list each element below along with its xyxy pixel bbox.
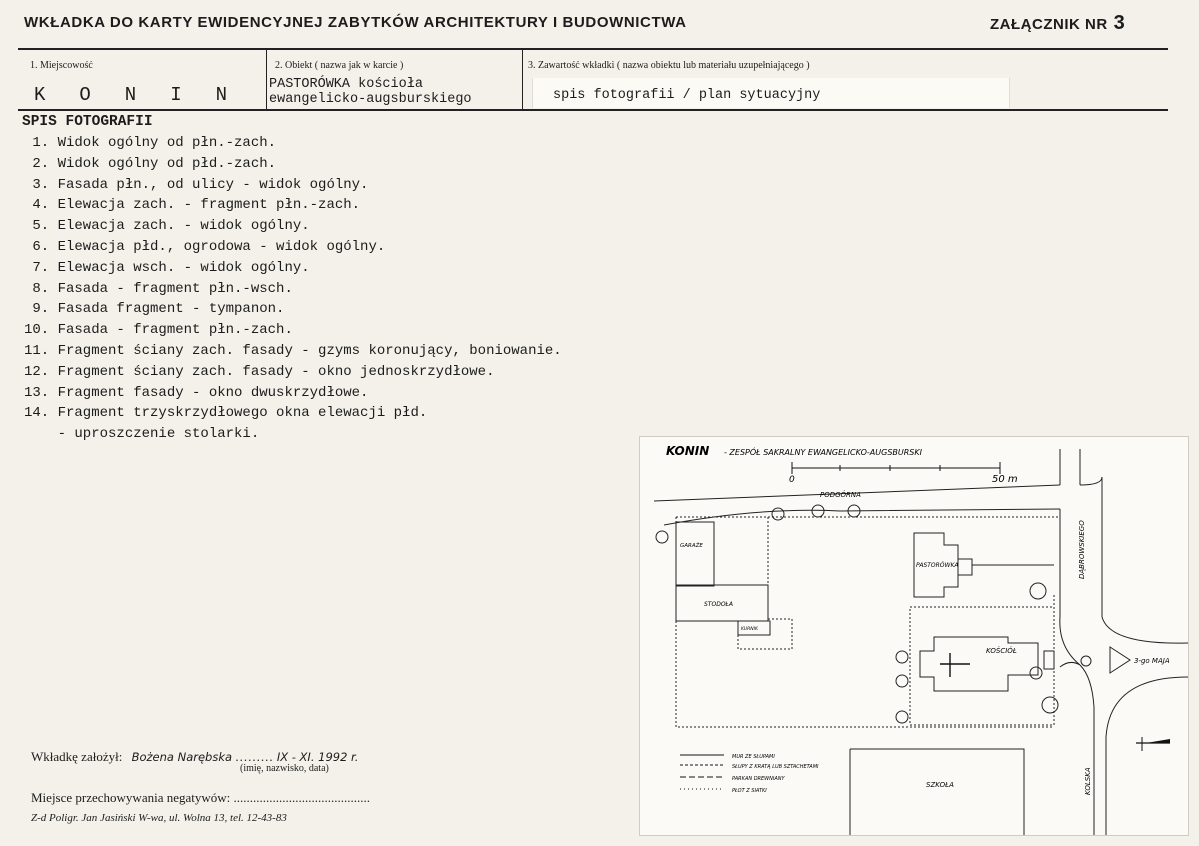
street-kolska: KOLSKA xyxy=(1084,767,1092,795)
form-title: WKŁADKA DO KARTY EWIDENCYJNEJ ZABYTKÓW ARCHITEKTURY I BUDOWNICTWA xyxy=(24,14,687,31)
site-plan-drawing xyxy=(640,437,1188,835)
printer-info: Z-d Poligr. Jan Jasiński W-wa, ul. Wolna 13, tel. 12-43-83 xyxy=(31,812,287,824)
list-item: - uproszczenie stolarki. xyxy=(24,426,260,443)
legend-item: PŁOT Z SIATKI xyxy=(732,788,767,794)
photo-list-title: SPIS FOTOGRAFII xyxy=(22,114,153,130)
list-item: 9. Fasada fragment - tympanon. xyxy=(24,301,285,318)
label-barn: STODOŁA xyxy=(704,601,734,608)
list-item: 14. Fragment trzyskrzydłowego okna elewacji płd. xyxy=(24,405,428,422)
object-value-line2: ewangelicko-augsburskiego xyxy=(269,92,472,107)
list-item: 1. Widok ogólny od płn.-zach. xyxy=(24,135,277,151)
scale-bar xyxy=(789,462,1018,485)
building-church xyxy=(920,637,1038,691)
plan-title-place: KONIN xyxy=(666,444,710,458)
attachment-number: ZAŁĄCZNIK NR 3 xyxy=(990,12,1126,34)
author-signature: Bożena Narębska xyxy=(131,750,233,764)
list-item: 2. Widok ogólny od płd.-zach. xyxy=(24,155,277,172)
locality-value: KONIN xyxy=(34,84,262,106)
negatives-line: Miejsce przechowywania negatywów: .......................................... xyxy=(31,790,371,805)
scale-end: 50 m xyxy=(992,474,1018,485)
author-sublabel: (imię, nazwisko, data) xyxy=(240,763,329,774)
plan-title-rest: - ZESPÓŁ SAKRALNY EWANGELICKO-AUGSBURSKI xyxy=(724,448,922,457)
list-item: 10. Fasada - fragment płn.-zach. xyxy=(24,322,293,339)
list-item: 8. Fasada - fragment płn.-wsch. xyxy=(24,280,293,297)
author-date: IX - XI. 1992 r. xyxy=(276,750,359,764)
building-garage xyxy=(676,522,714,586)
plan-legend xyxy=(680,754,819,794)
list-item: 7. Elewacja wsch. - widok ogólny. xyxy=(24,259,310,276)
field-divider-2 xyxy=(522,50,523,109)
list-item: 6. Elewacja płd., ogrodowa - widok ogólny. xyxy=(24,238,386,255)
list-item: 11. Fragment ściany zach. fasady - gzyms koronujący, boniowanie. xyxy=(24,342,562,359)
list-item: 4. Elewacja zach. - fragment płn.-zach. xyxy=(24,197,361,214)
site-plan xyxy=(639,436,1189,836)
street-dabrowskiego: DĄBROWSKIEGO xyxy=(1078,520,1086,579)
header-rule-bottom xyxy=(18,109,1168,111)
list-item: 5. Elewacja zach. - widok ogólny. xyxy=(24,218,310,235)
label-garage: GARAŻE xyxy=(680,543,703,549)
author-label: Wkładkę założył: xyxy=(31,749,123,764)
street-3-maja: 3-go MAJA xyxy=(1134,657,1170,665)
object-value-line1: PASTORÓWKA kościoła xyxy=(269,77,423,92)
header-rule-top xyxy=(18,48,1168,50)
photo-list xyxy=(24,133,562,445)
contents-value: spis fotografii / plan sytuacyjny xyxy=(553,88,821,103)
label-small: KURNIK xyxy=(741,627,758,632)
contents-label: 3. Zawartość wkładki ( nazwa obiektu lub materiału uzupełniającego ) xyxy=(528,60,810,71)
scale-start: 0 xyxy=(789,475,795,485)
trees xyxy=(656,505,1058,723)
list-item: 3. Fasada płn., od ulicy - widok ogólny. xyxy=(24,176,369,193)
legend-item: SŁUPY Z KRATĄ LUB SZTACHETAMI xyxy=(732,764,819,770)
field-divider-1 xyxy=(266,50,267,109)
list-item: 13. Fragment fasady - okno dwuskrzydłowe. xyxy=(24,384,369,401)
building-school xyxy=(850,749,1024,835)
legend-item: PARKAN DREWNIANY xyxy=(732,776,785,782)
street-podgorna: PODGÓRNA xyxy=(820,491,861,499)
label-parsonage: PASTORÓWKA xyxy=(916,562,959,569)
label-church: KOŚCIÓŁ xyxy=(986,647,1017,655)
label-school: SZKOŁA xyxy=(926,781,954,789)
list-item: 12. Fragment ściany zach. fasady - okno jednoskrzydłowe. xyxy=(24,363,495,380)
object-label: 2. Obiekt ( nazwa jak w karcie ) xyxy=(275,60,404,71)
locality-label: 1. Miejscowość xyxy=(30,60,93,71)
legend-item: MUR ZE SŁUPAMI xyxy=(732,754,775,760)
object-value xyxy=(269,77,472,107)
author-line: Wkładkę założył: Bożena Narębska ......... IX - XI. 1992 r. xyxy=(31,749,359,764)
